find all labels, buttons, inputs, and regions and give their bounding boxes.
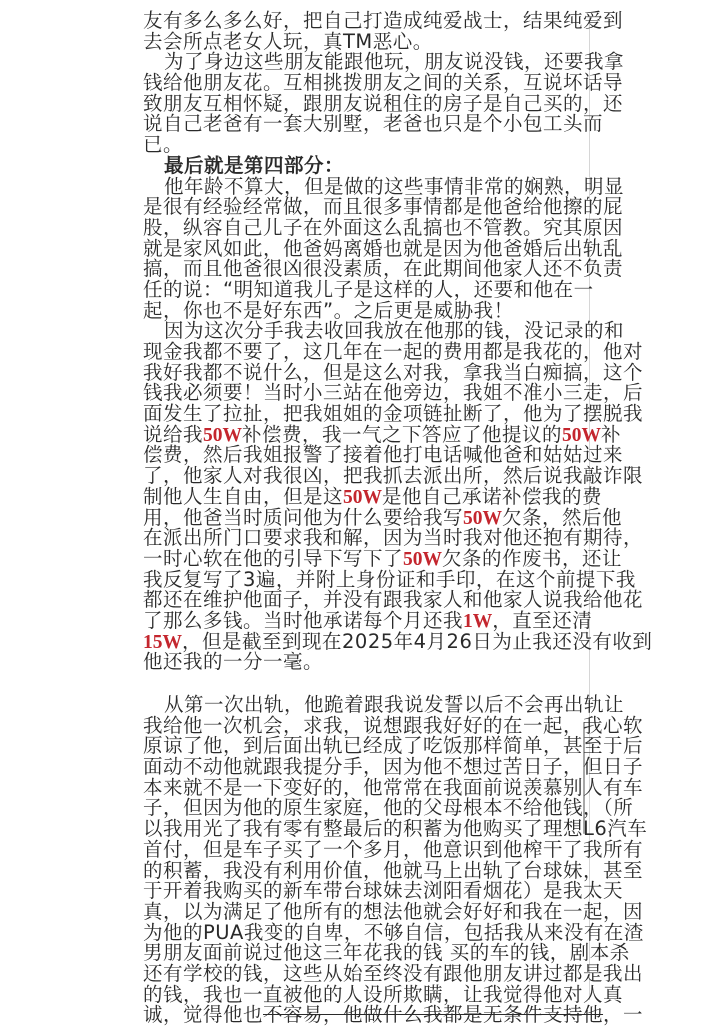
text-segment: 任的说：“明知道我儿子是这样的人，还要和他在一	[143, 277, 594, 301]
text-line	[143, 796, 634, 820]
text-line	[143, 567, 636, 591]
text-segment: 是很有经验经常做，而且很多事情都是他爸给他擦的屁	[143, 195, 624, 219]
text-segment: 我反复写了3遍，并附上身份证和手印，在这个前提下我	[143, 567, 636, 591]
highlighted-amount: 50W	[203, 424, 243, 446]
text-segment: 原谅了他，到后面出轨已经成了吃饭那样简单，甚至于后	[143, 734, 644, 758]
text-line	[143, 961, 644, 985]
text-segment: 诚，觉得他也	[143, 1003, 264, 1026]
text-segment: 我给他一次机会，求我，说想跟我好好的在一起，我心软	[143, 713, 644, 737]
text-line	[143, 775, 644, 799]
text-line	[143, 858, 644, 882]
text-segment: 因为这次分手我去收回我放在他那的钱，没记录的和	[164, 319, 625, 343]
text-line	[143, 899, 644, 923]
text-segment: 的钱，我也一直被他的人设所欺瞒，让我觉得他对人真	[143, 982, 624, 1006]
text-segment: 他还我的一分一毫。	[143, 650, 324, 674]
text-segment: 我好我都不说什么，但是这么对我，拿我当白痴搞，这个	[143, 360, 644, 384]
highlighted-amount: 50W	[343, 486, 383, 508]
text-segment: 补	[601, 422, 622, 446]
text-line	[143, 464, 644, 488]
text-line	[143, 174, 625, 198]
text-segment: 不容易，他做什么我都是无条件支持他	[263, 1003, 604, 1026]
text-segment: 制他人生自由，但是这	[143, 484, 344, 508]
text-line	[143, 526, 644, 550]
text-line	[143, 112, 604, 136]
text-line	[143, 484, 603, 508]
text-segment: 偿费，然后我姐报警了接着他打电话喊他爸和姑姑过来	[143, 443, 624, 467]
text-segment: 说给我	[143, 422, 204, 446]
highlighted-amount: 50W	[463, 507, 503, 529]
text-line	[143, 755, 644, 779]
text-line	[143, 837, 644, 861]
text-segment: 欠条的作废书，还让	[442, 546, 623, 570]
highlighted-amount: 50W	[403, 548, 443, 570]
text-segment: 致朋友互相怀疑，跟朋友说租住的房子是自己买的，还	[143, 91, 624, 115]
text-segment: 去会所点老女人玩，真TM恶心。	[143, 29, 433, 53]
text-line	[143, 546, 623, 570]
text-segment: 欠条，然后他	[502, 505, 623, 529]
text-line	[143, 588, 644, 612]
text-segment: 以我用光了我有零有整最后的积蓄为他购买了理想L6汽车	[143, 817, 648, 841]
text-line	[143, 941, 630, 965]
text-segment: 现金我都不要了，这几年在一起的费用都是我花的，他对	[143, 340, 644, 363]
text-line	[143, 422, 622, 446]
text-line	[143, 629, 653, 653]
text-segment: 在派出所门口要求我和解，因为当时我对他还抱有期待，	[143, 526, 644, 550]
text-line	[143, 71, 624, 95]
text-line	[143, 381, 644, 405]
text-line	[143, 91, 624, 115]
text-segment: 一时心软在他的引导下写下了	[143, 546, 404, 570]
text-segment: 是他自己承诺补偿我的费	[382, 484, 603, 508]
text-segment: 他年龄不算大，但是做的这些事情非常的娴熟，明显	[164, 174, 625, 198]
text-line	[143, 195, 624, 219]
text-line	[143, 50, 625, 74]
text-segment: 为他的PUA我变的自卑，不够自信，包括我从来没有在渣	[143, 920, 644, 944]
text-line	[143, 319, 625, 343]
text-segment: 补偿费，我一气之下答应了他提议的	[242, 422, 563, 446]
text-segment: 起，你也不是好东西”。之后更是威胁我！	[143, 298, 514, 322]
text-segment: 为了身边这些朋友能跟他玩，朋友说没钱，还要我拿	[164, 50, 625, 74]
text-line	[143, 236, 624, 260]
text-line	[143, 360, 644, 384]
text-segment: 友有多么多么好，把自己打造成纯爱战士，结果纯爱到	[143, 9, 624, 32]
text-segment: 于开着我购买的新车带台球妹去浏阳看烟花）是我太天	[143, 879, 624, 903]
text-segment: 的积蓄，我没有利用价值，他就马上出轨了台球妹，甚至	[143, 858, 644, 882]
paragraph-gap	[143, 673, 583, 695]
text-segment: 了那么多钱。当时他承诺每个月还我	[143, 608, 464, 632]
text-segment: 男朋友面前说过他这三年花我的钱 买的车的钱，剧本杀	[143, 941, 630, 965]
text-line	[143, 817, 648, 841]
text-line	[143, 920, 644, 944]
text-line	[143, 443, 624, 467]
text-line	[143, 402, 644, 426]
text-segment: 从第一次出轨，他跪着跟我说发誓以后不会再出轨让	[164, 693, 625, 716]
text-line	[143, 713, 644, 737]
text-segment: 股，纵容自己儿子在外面这么乱搞也不管教。究其原因	[143, 215, 624, 239]
text-segment: 钱给他朋友花。互相挑拨朋友之间的关系，互说坏话导	[143, 71, 624, 95]
text-line	[143, 505, 623, 529]
text-segment: ，直至还清	[492, 608, 593, 632]
text-line	[143, 215, 624, 239]
text-line	[143, 29, 583, 53]
text-segment: 还有学校的钱，这些从始至终没有跟他朋友讲过都是我出	[143, 961, 644, 985]
text-segment: 本来就不是一下变好的，他常常在我面前说羡慕别人有车	[143, 775, 644, 799]
text-segment: 子，但因为他的原生家庭，他的父母根本不给他钱，（所	[143, 796, 634, 820]
text-line	[143, 1003, 644, 1026]
text-line	[143, 298, 583, 322]
text-line	[143, 982, 624, 1006]
highlighted-amount: 50W	[562, 424, 602, 446]
text-segment: 就是家风如此，他爸妈离婚也就是因为他爸婚后出轨乱	[143, 236, 624, 260]
text-segment: 说自己老爸有一套大别墅，老爸也只是个小包工头而	[143, 112, 604, 136]
text-segment: 面发生了拉扯，把我姐姐的金项链扯断了，他为了摆脱我	[143, 402, 644, 426]
highlighted-amount: 1W	[463, 610, 493, 632]
text-segment: 首付，但是车子买了一个多月，他意识到他榨干了我所有	[143, 837, 644, 861]
text-line	[143, 340, 644, 363]
section-heading	[143, 153, 583, 177]
text-segment: ，但是截至到现在2025年4月26日为止我还没有收到	[182, 629, 653, 653]
text-line	[143, 277, 594, 301]
text-segment: 都还在维护他面子，并没有跟我家人和他家人说我给他花	[143, 588, 644, 612]
text-segment: 了，他家人对我很凶，把我抓去派出所，然后说我敲诈限	[143, 464, 644, 488]
text-line	[143, 652, 583, 673]
text-line	[143, 135, 583, 156]
text-line	[143, 608, 593, 632]
document-body	[143, 9, 653, 1026]
text-segment: 用，他爸当时质问他为什么要给我写	[143, 505, 464, 529]
highlighted-amount: 15W	[143, 631, 182, 653]
text-segment: 面动不动他就跟我提分手，因为他不想过苦日子，但日子	[143, 755, 644, 779]
text-segment: ，一	[603, 1003, 644, 1026]
text-line	[143, 257, 624, 281]
text-segment: 钱我必须要！当时小三站在他旁边，我姐不准小三走，后	[143, 381, 644, 405]
text-line	[143, 879, 624, 903]
text-line	[143, 9, 624, 32]
text-segment: 已。	[143, 133, 184, 157]
text-line	[143, 693, 625, 716]
text-segment: 最后就是第四部分：	[164, 153, 345, 177]
text-segment: 搞，而且他爸很凶很没素质，在此期间他家人还不负责	[143, 257, 624, 281]
text-segment: 真，以为满足了他所有的想法他就会好好和我在一起，因	[143, 899, 644, 923]
text-line	[143, 734, 644, 758]
